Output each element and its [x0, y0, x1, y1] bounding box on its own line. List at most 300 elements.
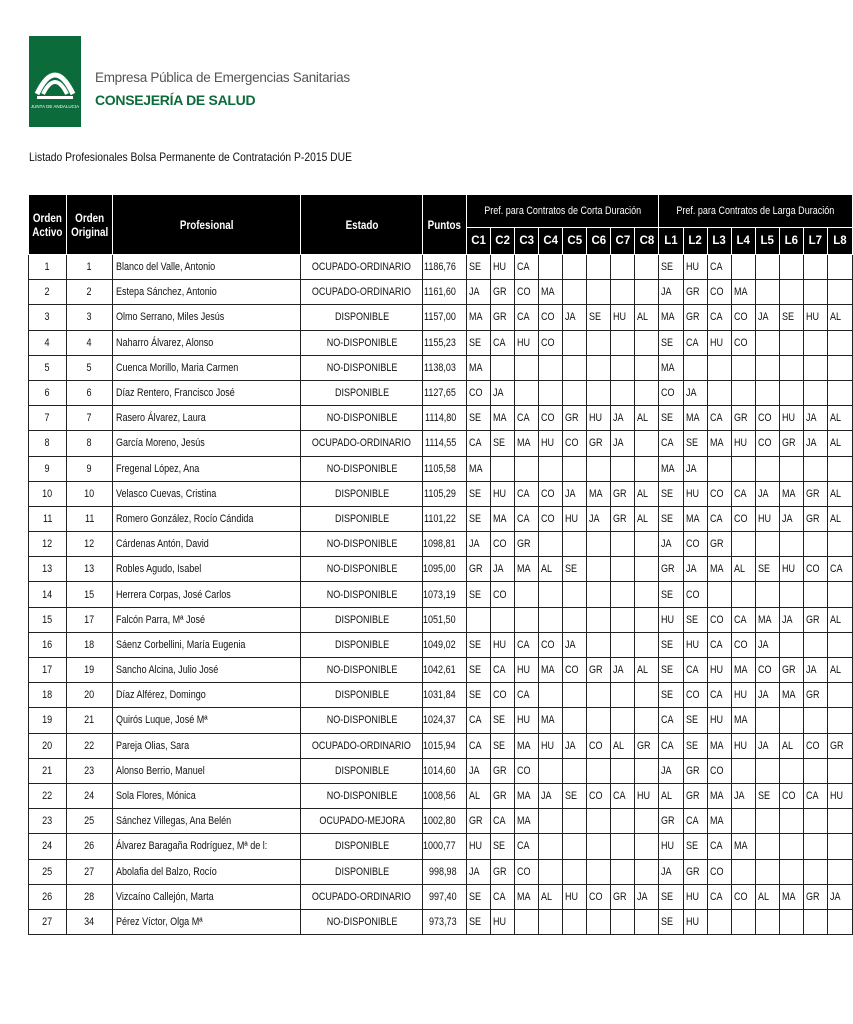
orden-original-cell: 17 [66, 607, 112, 632]
pref-larga-cell: CA [683, 658, 707, 683]
pref-larga-cell: CO [731, 884, 755, 909]
profesional-cell: Sancho Alcina, Julio José [113, 658, 301, 683]
pref-larga-cell [827, 909, 852, 934]
orden-activo-cell: 21 [29, 758, 67, 783]
profesional-cell: Herrera Corpas, José Carlos [113, 582, 301, 607]
estado-cell: DISPONIBLE [301, 305, 423, 330]
pref-larga-cell: MA [659, 456, 683, 481]
profesional-cell: Díaz Rentero, Francisco José [113, 380, 301, 405]
pref-larga-cell: CA [707, 506, 731, 531]
pref-larga-cell: MA [707, 783, 731, 808]
pref-corta-cell: AL [635, 481, 659, 506]
pref-larga-cell [803, 456, 827, 481]
pref-corta-cell [539, 582, 563, 607]
pref-larga-cell [803, 708, 827, 733]
pref-larga-cell: SE [779, 305, 803, 330]
pref-larga-cell [803, 758, 827, 783]
pref-larga-cell: GR [731, 406, 755, 431]
orden-activo-cell: 16 [29, 632, 67, 657]
pref-corta-cell: SE [467, 658, 491, 683]
junta-andalucia-logo [29, 36, 81, 127]
pref-larga-cell: SE [659, 909, 683, 934]
pref-larga-cell: GR [659, 557, 683, 582]
pref-corta-cell [587, 607, 611, 632]
pref-larga-cell: CA [707, 632, 731, 657]
pref-larga-cell [827, 456, 852, 481]
pref-corta-cell [539, 809, 563, 834]
pref-larga-cell: CO [707, 758, 731, 783]
orden-activo-cell: 14 [29, 582, 67, 607]
pref-larga-cell: JA [683, 456, 707, 481]
pref-larga-cell: MA [779, 683, 803, 708]
orden-original-cell: 1 [66, 255, 112, 280]
pref-larga-cell: GR [779, 658, 803, 683]
pref-corta-cell [635, 758, 659, 783]
org-name: Empresa Pública de Emergencias Sanitarias [95, 70, 350, 85]
orden-activo-cell: 11 [29, 506, 67, 531]
pref-corta-cell: JA [611, 406, 635, 431]
pref-larga-cell [803, 380, 827, 405]
pref-corta-cell [611, 532, 635, 557]
pref-larga-cell [779, 532, 803, 557]
profesional-cell: Abolafia del Balzo, Rocío [113, 859, 301, 884]
pref-corta-cell: HU [515, 658, 539, 683]
pref-larga-cell: MA [683, 406, 707, 431]
puntos-cell: 1101,22 [423, 506, 467, 531]
pref-larga-cell: GR [803, 481, 827, 506]
pref-corta-cell [611, 708, 635, 733]
estado-cell: NO-DISPONIBLE [301, 708, 423, 733]
profesional-cell: Velasco Cuevas, Cristina [113, 481, 301, 506]
pref-corta-cell: GR [467, 809, 491, 834]
header-code-c1: C1 [467, 228, 491, 255]
table-row [29, 884, 853, 909]
pref-larga-cell: SE [659, 683, 683, 708]
pref-corta-cell [491, 355, 515, 380]
pref-corta-cell [635, 809, 659, 834]
pref-corta-cell [635, 834, 659, 859]
pref-larga-cell [755, 280, 779, 305]
pref-larga-cell [827, 683, 852, 708]
orden-activo-cell: 22 [29, 783, 67, 808]
pref-larga-cell [755, 582, 779, 607]
pref-corta-cell: CO [587, 733, 611, 758]
pref-corta-cell [539, 607, 563, 632]
pref-larga-cell: CO [755, 406, 779, 431]
profesional-cell: Álvarez Baragaña Rodríguez, Mª de l: [113, 834, 301, 859]
pref-corta-cell [611, 582, 635, 607]
estado-cell: NO-DISPONIBLE [301, 456, 423, 481]
orden-activo-cell: 10 [29, 481, 67, 506]
pref-corta-cell: CO [491, 532, 515, 557]
pref-corta-cell: HU [491, 255, 515, 280]
pref-corta-cell: SE [491, 733, 515, 758]
pref-corta-cell [587, 532, 611, 557]
pref-larga-cell: CA [731, 481, 755, 506]
pref-larga-cell: CA [731, 607, 755, 632]
pref-corta-cell: HU [491, 481, 515, 506]
table-row [29, 909, 853, 934]
pref-corta-cell: AL [539, 557, 563, 582]
logo-caption: JUNTA DE ANDALUCIA [30, 104, 80, 109]
profesional-cell: Alonso Berrio, Manuel [113, 758, 301, 783]
pref-larga-cell [731, 809, 755, 834]
pref-larga-cell [827, 280, 852, 305]
pref-corta-cell [635, 582, 659, 607]
pref-larga-cell: MA [731, 708, 755, 733]
pref-corta-cell: CO [563, 658, 587, 683]
pref-corta-cell: HU [635, 783, 659, 808]
pref-corta-cell [539, 355, 563, 380]
pref-larga-cell [827, 532, 852, 557]
pref-larga-cell: MA [659, 355, 683, 380]
pref-corta-cell [539, 909, 563, 934]
pref-larga-cell [707, 582, 731, 607]
orden-original-cell: 20 [66, 683, 112, 708]
pref-corta-cell: JA [491, 380, 515, 405]
pref-larga-cell: GR [683, 305, 707, 330]
profesional-cell: Blanco del Valle, Antonio [113, 255, 301, 280]
pref-larga-cell [707, 456, 731, 481]
pref-corta-cell: HU [467, 834, 491, 859]
pref-larga-cell [827, 582, 852, 607]
pref-corta-cell [611, 632, 635, 657]
pref-corta-cell [587, 355, 611, 380]
pref-larga-cell: SE [755, 783, 779, 808]
pref-larga-cell [755, 380, 779, 405]
pref-corta-cell: SE [491, 834, 515, 859]
header-code-l1: L1 [659, 228, 683, 255]
pref-larga-cell [755, 809, 779, 834]
pref-corta-cell: CO [539, 481, 563, 506]
table-row [29, 582, 853, 607]
pref-larga-cell: CO [731, 632, 755, 657]
orden-original-cell: 25 [66, 809, 112, 834]
puntos-cell: 1095,00 [423, 557, 467, 582]
pref-larga-cell [827, 708, 852, 733]
pref-larga-cell: HU [731, 733, 755, 758]
pref-corta-cell: CA [611, 783, 635, 808]
pref-corta-cell [635, 380, 659, 405]
profesional-cell: Cárdenas Antón, David [113, 532, 301, 557]
pref-larga-cell: CO [707, 280, 731, 305]
pref-larga-cell: SE [659, 506, 683, 531]
pref-corta-cell: JA [467, 758, 491, 783]
pref-larga-cell: JA [659, 280, 683, 305]
table-row [29, 809, 853, 834]
pref-corta-cell [635, 280, 659, 305]
pref-larga-cell: SE [683, 733, 707, 758]
pref-corta-cell [563, 355, 587, 380]
pref-larga-cell: JA [779, 607, 803, 632]
pref-corta-cell: SE [467, 683, 491, 708]
pref-corta-cell: JA [587, 506, 611, 531]
pref-larga-cell: HU [683, 255, 707, 280]
puntos-cell: 1015,94 [423, 733, 467, 758]
pref-corta-cell: SE [467, 330, 491, 355]
pref-corta-cell [515, 380, 539, 405]
pref-larga-cell [779, 909, 803, 934]
orden-original-cell: 28 [66, 884, 112, 909]
pref-larga-cell [755, 532, 779, 557]
pref-corta-cell [515, 909, 539, 934]
pref-corta-cell [635, 909, 659, 934]
pref-corta-cell: MA [467, 456, 491, 481]
pref-corta-cell: HU [491, 632, 515, 657]
pref-corta-cell: CO [587, 783, 611, 808]
pref-corta-cell [587, 380, 611, 405]
pref-corta-cell [563, 834, 587, 859]
puntos-cell: 1155,23 [423, 330, 467, 355]
pref-corta-cell: MA [467, 355, 491, 380]
estado-cell: OCUPADO-ORDINARIO [301, 733, 423, 758]
profesional-cell: Pérez Víctor, Olga Mª [113, 909, 301, 934]
orden-original-cell: 5 [66, 355, 112, 380]
pref-larga-cell: HU [707, 330, 731, 355]
pref-larga-cell: CO [731, 305, 755, 330]
pref-corta-cell [611, 355, 635, 380]
estado-cell: DISPONIBLE [301, 632, 423, 657]
pref-corta-cell [587, 456, 611, 481]
pref-larga-cell: GR [827, 733, 852, 758]
pref-larga-cell [731, 255, 755, 280]
table-row [29, 355, 853, 380]
pref-corta-cell [587, 758, 611, 783]
pref-corta-cell: MA [539, 280, 563, 305]
pref-corta-cell: CO [539, 632, 563, 657]
estado-cell: DISPONIBLE [301, 380, 423, 405]
orden-activo-cell: 17 [29, 658, 67, 683]
pref-larga-cell: GR [659, 809, 683, 834]
puntos-cell: 1098,81 [423, 532, 467, 557]
pref-larga-cell: CA [707, 255, 731, 280]
pref-corta-cell [491, 607, 515, 632]
profesional-cell: Robles Agudo, Isabel [113, 557, 301, 582]
pref-larga-cell [779, 456, 803, 481]
pref-corta-cell: JA [563, 733, 587, 758]
pref-larga-cell [755, 330, 779, 355]
pref-corta-cell [635, 330, 659, 355]
pref-corta-cell: GR [491, 280, 515, 305]
pref-corta-cell: SE [467, 506, 491, 531]
pref-corta-cell [635, 431, 659, 456]
estado-cell: OCUPADO-ORDINARIO [301, 431, 423, 456]
pref-corta-cell [563, 708, 587, 733]
table-row [29, 532, 853, 557]
pref-larga-cell: HU [707, 658, 731, 683]
pref-larga-cell: HU [731, 431, 755, 456]
pref-larga-cell [827, 834, 852, 859]
pref-corta-cell: GR [491, 859, 515, 884]
pref-corta-cell [515, 582, 539, 607]
profesional-cell: Cuenca Morillo, Maria Carmen [113, 355, 301, 380]
pref-corta-cell: SE [587, 305, 611, 330]
profesional-cell: Olmo Serrano, Miles Jesús [113, 305, 301, 330]
puntos-cell: 1002,80 [423, 809, 467, 834]
profesional-cell: Quirós Luque, José Mª [113, 708, 301, 733]
pref-larga-cell: HU [779, 557, 803, 582]
pref-corta-cell [611, 809, 635, 834]
table-row [29, 431, 853, 456]
pref-larga-cell: GR [683, 280, 707, 305]
pref-larga-cell: HU [827, 783, 852, 808]
pref-larga-cell: JA [659, 758, 683, 783]
pref-corta-cell: SE [563, 557, 587, 582]
pref-corta-cell: MA [467, 305, 491, 330]
pref-corta-cell: SE [467, 481, 491, 506]
pref-larga-cell: CO [755, 658, 779, 683]
pref-larga-cell: AL [779, 733, 803, 758]
pref-corta-cell: MA [491, 406, 515, 431]
table-row [29, 456, 853, 481]
orden-activo-cell: 24 [29, 834, 67, 859]
pref-corta-cell [611, 683, 635, 708]
pref-corta-cell: GR [635, 733, 659, 758]
pref-larga-cell: HU [659, 607, 683, 632]
pref-larga-cell: HU [803, 305, 827, 330]
pref-corta-cell: CO [515, 280, 539, 305]
pref-larga-cell: SE [683, 834, 707, 859]
estado-cell: NO-DISPONIBLE [301, 532, 423, 557]
table-row [29, 658, 853, 683]
puntos-cell: 1073,19 [423, 582, 467, 607]
pref-larga-cell [755, 255, 779, 280]
pref-corta-cell: CO [539, 330, 563, 355]
pref-corta-cell [539, 683, 563, 708]
pref-corta-cell [539, 456, 563, 481]
pref-corta-cell: JA [563, 481, 587, 506]
header-code-l6: L6 [779, 228, 803, 255]
pref-larga-cell [779, 632, 803, 657]
puntos-cell: 1024,37 [423, 708, 467, 733]
orden-original-cell: 23 [66, 758, 112, 783]
pref-larga-cell [755, 909, 779, 934]
header-logo [29, 36, 350, 127]
orden-activo-cell: 5 [29, 355, 67, 380]
pref-corta-cell [587, 708, 611, 733]
orden-original-cell: 18 [66, 632, 112, 657]
pref-larga-cell [779, 330, 803, 355]
pref-corta-cell: MA [515, 809, 539, 834]
pref-corta-cell [587, 557, 611, 582]
pref-larga-cell: CA [803, 783, 827, 808]
table-row [29, 280, 853, 305]
pref-corta-cell [491, 456, 515, 481]
header-puntos: Puntos [423, 195, 467, 255]
pref-larga-cell: CA [707, 683, 731, 708]
profesional-cell: Sánchez Villegas, Ana Belén [113, 809, 301, 834]
pref-corta-cell: SE [467, 582, 491, 607]
pref-corta-cell [611, 758, 635, 783]
pref-corta-cell [539, 255, 563, 280]
orden-original-cell: 10 [66, 481, 112, 506]
pref-larga-cell: GR [779, 431, 803, 456]
pref-larga-cell [803, 355, 827, 380]
pref-larga-cell [827, 632, 852, 657]
pref-larga-cell: AL [731, 557, 755, 582]
pref-larga-cell: MA [731, 280, 755, 305]
header-code-l2: L2 [683, 228, 707, 255]
header-code-c3: C3 [515, 228, 539, 255]
pref-larga-cell [755, 859, 779, 884]
table-row [29, 557, 853, 582]
pref-corta-cell: AL [467, 783, 491, 808]
pref-larga-cell: GR [683, 859, 707, 884]
pref-corta-cell: JA [563, 632, 587, 657]
pref-corta-cell: MA [515, 431, 539, 456]
table-row [29, 758, 853, 783]
pref-larga-cell [827, 758, 852, 783]
profesional-cell: Pareja Olias, Sara [113, 733, 301, 758]
pref-corta-cell: GR [587, 658, 611, 683]
pref-corta-cell: JA [635, 884, 659, 909]
pref-larga-cell [803, 532, 827, 557]
pref-larga-cell: CO [683, 582, 707, 607]
table-row [29, 607, 853, 632]
pref-larga-cell: CO [803, 733, 827, 758]
profesional-cell: Falcón Parra, Mª José [113, 607, 301, 632]
pref-corta-cell [539, 834, 563, 859]
pref-corta-cell: CO [587, 884, 611, 909]
pref-larga-cell: AL [827, 481, 852, 506]
pref-corta-cell [563, 532, 587, 557]
orden-activo-cell: 26 [29, 884, 67, 909]
pref-larga-cell: SE [683, 607, 707, 632]
pref-corta-cell: JA [611, 431, 635, 456]
pref-corta-cell [563, 280, 587, 305]
orden-activo-cell: 18 [29, 683, 67, 708]
pref-corta-cell: GR [587, 431, 611, 456]
profesional-cell: Díaz Alférez, Domingo [113, 683, 301, 708]
header-code-c5: C5 [563, 228, 587, 255]
pref-larga-cell: CO [683, 532, 707, 557]
pref-corta-cell [515, 607, 539, 632]
estado-cell: NO-DISPONIBLE [301, 355, 423, 380]
pref-corta-cell [635, 607, 659, 632]
pref-corta-cell: JA [539, 783, 563, 808]
estado-cell: NO-DISPONIBLE [301, 909, 423, 934]
pref-larga-cell: MA [731, 834, 755, 859]
estado-cell: NO-DISPONIBLE [301, 330, 423, 355]
pref-larga-cell: CO [707, 481, 731, 506]
pref-larga-cell [827, 380, 852, 405]
pref-larga-cell: SE [659, 582, 683, 607]
pref-larga-cell: JA [755, 305, 779, 330]
header-larga-duracion: Pref. para Contratos de Larga Duración [659, 195, 853, 228]
pref-larga-cell [779, 859, 803, 884]
pref-corta-cell: SE [467, 884, 491, 909]
estado-cell: DISPONIBLE [301, 758, 423, 783]
orden-original-cell: 8 [66, 431, 112, 456]
pref-corta-cell: CA [467, 431, 491, 456]
puntos-cell: 1000,77 [423, 834, 467, 859]
pref-larga-cell: MA [731, 658, 755, 683]
pref-larga-cell: GR [803, 884, 827, 909]
pref-larga-cell: GR [803, 607, 827, 632]
pref-corta-cell: CO [515, 859, 539, 884]
header-code-c7: C7 [611, 228, 635, 255]
estado-cell: NO-DISPONIBLE [301, 406, 423, 431]
pref-larga-cell [707, 355, 731, 380]
pref-larga-cell: SE [659, 632, 683, 657]
pref-larga-cell [827, 809, 852, 834]
pref-corta-cell: CO [467, 380, 491, 405]
pref-corta-cell [563, 809, 587, 834]
org-department: CONSEJERÍA DE SALUD [95, 92, 256, 108]
pref-corta-cell: MA [587, 481, 611, 506]
pref-larga-cell: MA [755, 607, 779, 632]
orden-original-cell: 12 [66, 532, 112, 557]
